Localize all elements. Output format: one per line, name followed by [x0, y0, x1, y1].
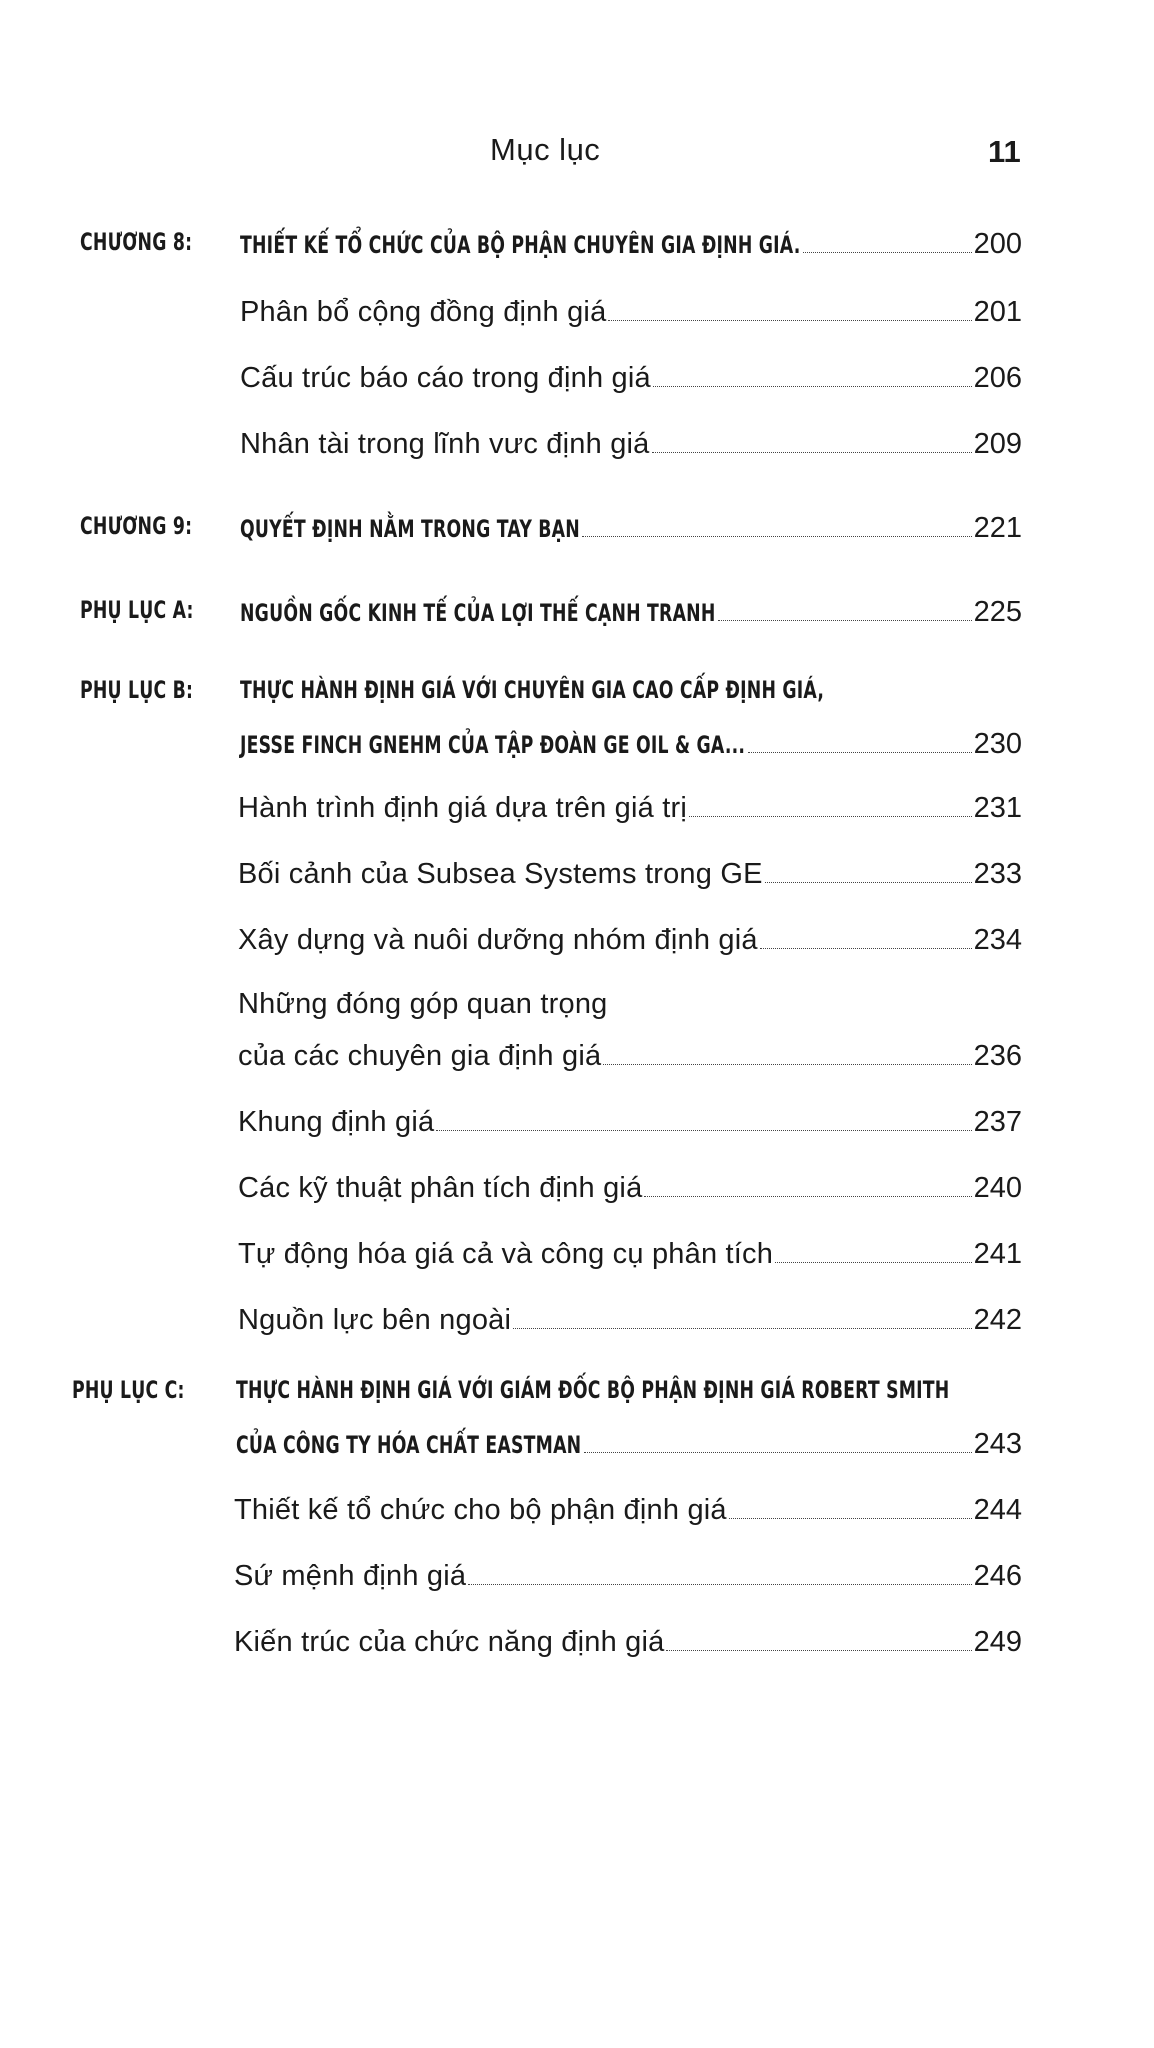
- subentry-title: Tự động hóa giá cả và công cụ phân tích: [238, 1238, 774, 1270]
- subentry-title: Sứ mệnh định giá: [234, 1560, 467, 1592]
- chapter-title-line[interactable]: [240, 596, 1022, 629]
- toc-subentry[interactable]: [238, 988, 1022, 1021]
- chapter-title: THỰC HÀNH ĐỊNH GIÁ VỚI CHUYÊN GIA CAO CẤP ĐỊNH GIÁ,: [240, 676, 825, 704]
- subentry-title: Phân bổ cộng đồng định giá: [240, 296, 607, 328]
- dot-leader: [468, 1583, 971, 1585]
- dot-leader: [748, 751, 972, 753]
- chapter-title: CỦA CÔNG TY HÓA CHẤT EASTMAN: [236, 1431, 582, 1459]
- dot-leader: [584, 1451, 972, 1453]
- dot-leader: [689, 815, 972, 817]
- dot-leader: [718, 619, 972, 621]
- dot-leader: [582, 535, 972, 537]
- toc-subentry[interactable]: [238, 1304, 1022, 1337]
- subentry-page-number: 244: [973, 1494, 1022, 1526]
- chapter-title-holder: [240, 731, 746, 759]
- chapter-title-line[interactable]: [240, 512, 1022, 545]
- chapter-title-line[interactable]: [240, 228, 1022, 261]
- dot-leader: [765, 881, 972, 883]
- page-title: Mục lục: [490, 132, 601, 167]
- subentry-page-number: 209: [973, 428, 1022, 460]
- toc-subentry[interactable]: [238, 858, 1022, 891]
- chapter-title: THỰC HÀNH ĐỊNH GIÁ VỚI GIÁM ĐỐC BỘ PHẬN ĐỊNH GIÁ ROBERT SMITH: [236, 1376, 950, 1404]
- chapter-title: QUYẾT ĐỊNH NẰM TRONG TAY BẠN: [240, 515, 580, 543]
- dot-leader: [652, 451, 972, 453]
- chapter-label: PHỤ LỤC A:: [80, 596, 194, 624]
- chapter-title-holder: [240, 599, 716, 627]
- toc-subentry[interactable]: [238, 1238, 1022, 1271]
- chapter-title: NGUỒN GỐC KINH TẾ CỦA LỢI THẾ CẠNH TRANH: [240, 599, 716, 627]
- dot-leader: [608, 319, 971, 321]
- subentry-title: Nhân tài trong lĩnh vưc định giá: [240, 428, 650, 460]
- toc-subentry[interactable]: [240, 428, 1022, 461]
- dot-leader: [803, 251, 972, 253]
- chapter-title-line[interactable]: [236, 1428, 1022, 1461]
- chapter-page-number: 200: [973, 228, 1022, 260]
- subentry-title: Hành trình định giá dựa trên giá trị: [238, 792, 687, 824]
- subentry-page-number: 206: [973, 362, 1022, 394]
- toc-subentry[interactable]: [238, 1172, 1022, 1205]
- chapter-label: PHỤ LỤC C:: [72, 1376, 185, 1404]
- subentry-page-number: 246: [973, 1560, 1022, 1592]
- chapter-page-number: 230: [973, 728, 1022, 760]
- toc-subentry[interactable]: [240, 296, 1022, 329]
- chapter-title-line[interactable]: [240, 676, 1022, 704]
- chapter-title-holder: [236, 1431, 582, 1459]
- subentry-page-number: 249: [973, 1626, 1022, 1658]
- toc-subentry[interactable]: [240, 362, 1022, 395]
- subentry-title: Cấu trúc báo cáo trong định giá: [240, 362, 651, 394]
- dot-leader: [436, 1129, 971, 1131]
- subentry-title: Các kỹ thuật phân tích định giá: [238, 1172, 643, 1204]
- subentry-title: Những đóng góp quan trọng: [238, 988, 608, 1020]
- dot-leader: [653, 385, 972, 387]
- dot-leader: [775, 1261, 972, 1263]
- toc-subentry[interactable]: [238, 792, 1022, 825]
- dot-leader: [513, 1327, 971, 1329]
- chapter-label: CHƯƠNG 9:: [80, 512, 193, 540]
- subentry-title: Thiết kế tổ chức cho bộ phận định giá: [234, 1494, 727, 1526]
- toc-subentry[interactable]: [238, 1106, 1022, 1139]
- subentry-title: của các chuyên gia định giá: [238, 1040, 602, 1072]
- chapter-page-number: 225: [973, 596, 1022, 628]
- chapter-page-number: 243: [973, 1428, 1022, 1460]
- subentry-page-number: 236: [973, 1040, 1022, 1072]
- subentry-page-number: 231: [973, 792, 1022, 824]
- chapter-page-number: 221: [973, 512, 1022, 544]
- subentry-title: Bối cảnh của Subsea Systems trong GE: [238, 858, 763, 890]
- toc-subentry[interactable]: [234, 1560, 1022, 1593]
- subentry-page-number: 237: [973, 1106, 1022, 1138]
- chapter-title: THIẾT KẾ TỔ CHỨC CỦA BỘ PHẬN CHUYÊN GIA ĐỊNH GIÁ.: [240, 231, 801, 259]
- subentry-title: Xây dựng và nuôi dưỡng nhóm định giá: [238, 924, 758, 956]
- subentry-title: Kiến trúc của chức năng định giá: [234, 1626, 665, 1658]
- chapter-title-holder: [240, 515, 580, 543]
- chapter-label: PHỤ LỤC B:: [80, 676, 194, 704]
- toc-subentry[interactable]: [238, 924, 1022, 957]
- chapter-title-holder: [240, 231, 801, 259]
- dot-leader: [760, 947, 972, 949]
- subentry-page-number: 233: [973, 858, 1022, 890]
- subentry-page-number: 240: [973, 1172, 1022, 1204]
- subentry-page-number: 242: [973, 1304, 1022, 1336]
- dot-leader: [666, 1649, 971, 1651]
- dot-leader: [729, 1517, 972, 1519]
- dot-leader: [644, 1195, 971, 1197]
- subentry-title: Nguồn lực bên ngoài: [238, 1304, 512, 1336]
- chapter-label: CHƯƠNG 8:: [80, 228, 193, 256]
- toc-subentry[interactable]: [238, 1040, 1022, 1073]
- subentry-page-number: 234: [973, 924, 1022, 956]
- toc-subentry[interactable]: [234, 1626, 1022, 1659]
- dot-leader: [603, 1063, 971, 1065]
- chapter-title-line[interactable]: [236, 1376, 1022, 1404]
- subentry-title: Khung định giá: [238, 1106, 435, 1138]
- toc-subentry[interactable]: [234, 1494, 1022, 1527]
- subentry-page-number: 241: [973, 1238, 1022, 1270]
- subentry-page-number: 201: [973, 296, 1022, 328]
- page-number: 11: [988, 134, 1021, 169]
- chapter-title-line[interactable]: [240, 728, 1022, 761]
- chapter-title: JESSE FINCH GNEHM CỦA TẬP ĐOÀN GE OIL & GA...: [240, 731, 746, 759]
